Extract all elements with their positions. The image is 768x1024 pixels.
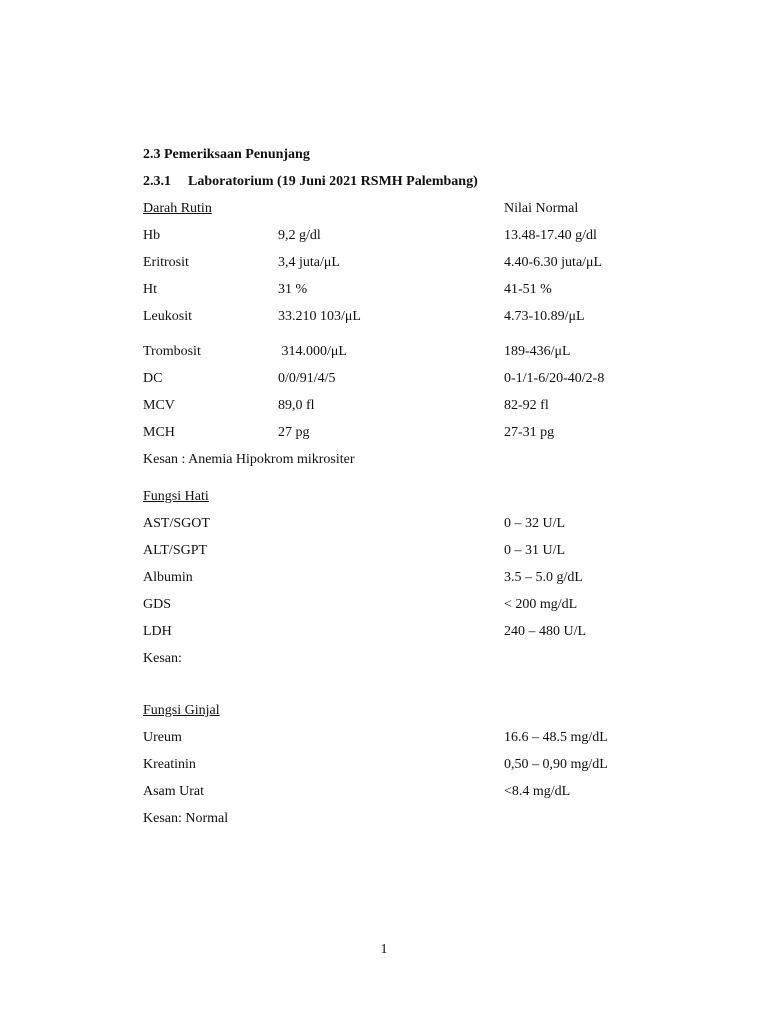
normal-range: 4.40-6.30 juta/μL	[504, 255, 603, 270]
test-value: 27 pg	[278, 425, 310, 440]
normal-range: 27-31 pg	[504, 425, 555, 440]
table-row	[0, 309, 768, 329]
table-row	[0, 543, 768, 563]
test-name: Kreatinin	[143, 757, 196, 772]
table-row	[0, 425, 768, 445]
normal-range: 0,50 – 0,90 mg/dL	[504, 757, 608, 772]
subsection-number: 2.3.1	[143, 174, 171, 189]
table-row	[0, 398, 768, 418]
section-title: 2.3 Pemeriksaan Penunjang	[143, 147, 310, 162]
test-name: MCH	[143, 425, 175, 440]
fungsi-ginjal-title: Fungsi Ginjal	[143, 703, 220, 718]
normal-value-header: Nilai Normal	[504, 201, 579, 216]
normal-range: 41-51 %	[504, 282, 552, 297]
normal-range: 4.73-10.89/μL	[504, 309, 585, 324]
normal-range: 0 – 31 U/L	[504, 543, 566, 558]
test-name: Ureum	[143, 730, 182, 745]
subsection-title: Laboratorium (19 Juni 2021 RSMH Palembang)	[188, 174, 478, 189]
normal-range: 240 – 480 U/L	[504, 624, 587, 639]
normal-range: <8.4 mg/dL	[504, 784, 571, 799]
normal-range: 13.48-17.40 g/dl	[504, 228, 597, 243]
test-name: Leukosit	[143, 309, 192, 324]
test-name: Eritrosit	[143, 255, 189, 270]
test-name: Trombosit	[143, 344, 201, 359]
table-row	[0, 371, 768, 391]
fungsi-ginjal-kesan: Kesan: Normal	[143, 811, 229, 826]
test-name: AST/SGOT	[143, 516, 210, 531]
test-name: DC	[143, 371, 163, 386]
test-name: Ht	[143, 282, 157, 297]
subsection-heading	[143, 174, 478, 190]
table-row	[0, 228, 768, 248]
table-row	[0, 624, 768, 644]
test-value: 3,4 juta/μL	[278, 255, 340, 270]
darah-rutin-title: Darah Rutin	[143, 201, 212, 216]
table-row	[0, 730, 768, 750]
normal-range: 3.5 – 5.0 g/dL	[504, 570, 583, 585]
table-row	[0, 255, 768, 275]
test-value: 314.000/μL	[278, 344, 347, 359]
test-name: MCV	[143, 398, 175, 413]
test-value: 89,0 fl	[278, 398, 315, 413]
normal-range: 189-436/μL	[504, 344, 571, 359]
test-name: GDS	[143, 597, 172, 612]
table-row	[0, 597, 768, 617]
table-row	[0, 784, 768, 804]
test-name: Hb	[143, 228, 161, 243]
normal-range: 0-1/1-6/20-40/2-8	[504, 371, 605, 386]
test-name: ALT/SGPT	[143, 543, 208, 558]
test-value: 31 %	[278, 282, 308, 297]
test-value: 33.210 103/μL	[278, 309, 361, 324]
page-number: 1	[380, 942, 388, 957]
fungsi-hati-kesan: Kesan:	[143, 651, 182, 666]
table-row	[0, 516, 768, 536]
table-row	[0, 344, 768, 364]
normal-range: 82-92 fl	[504, 398, 549, 413]
normal-range: 0 – 32 U/L	[504, 516, 566, 531]
test-value: 9,2 g/dl	[278, 228, 321, 243]
table-row	[0, 757, 768, 777]
test-name: Albumin	[143, 570, 193, 585]
normal-range: < 200 mg/dL	[504, 597, 578, 612]
fungsi-hati-title: Fungsi Hati	[143, 489, 209, 504]
test-value: 0/0/91/4/5	[278, 371, 336, 386]
table-row	[0, 282, 768, 302]
normal-range: 16.6 – 48.5 mg/dL	[504, 730, 608, 745]
test-name: Asam Urat	[143, 784, 205, 799]
table-row	[0, 570, 768, 590]
darah-rutin-header	[0, 201, 768, 221]
test-name: LDH	[143, 624, 172, 639]
darah-rutin-kesan: Kesan : Anemia Hipokrom mikrositer	[143, 452, 355, 467]
